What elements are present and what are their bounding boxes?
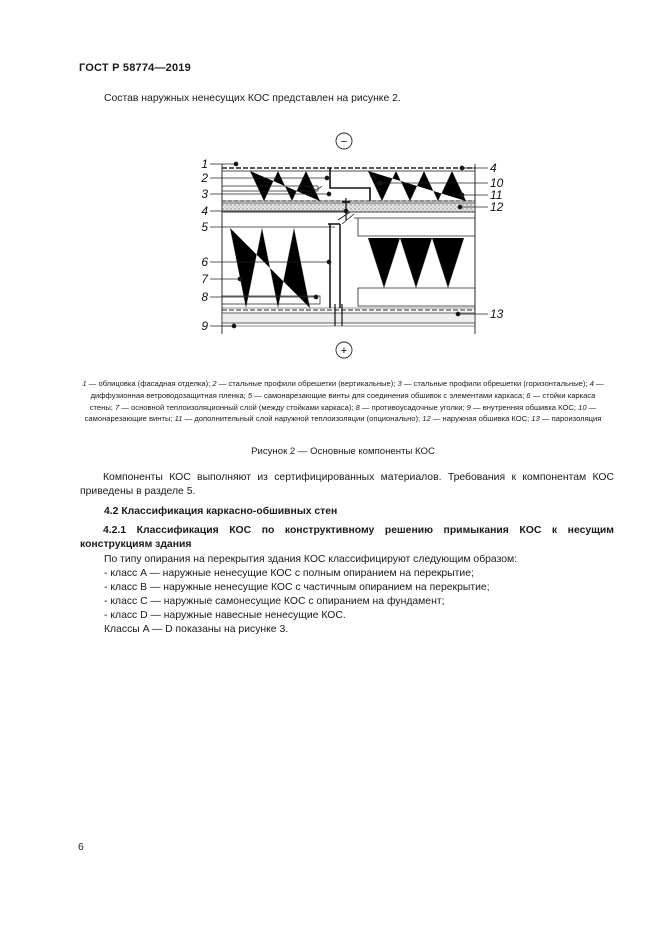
- list-item: - класс D — наружные навесные ненесущие КОС.: [104, 610, 346, 621]
- intro-paragraph: Состав наружных ненесущих КОС представлен на рисунке 2.: [104, 93, 401, 104]
- page-number: 6: [78, 842, 84, 853]
- figure-label-right: 12: [490, 200, 504, 214]
- legend-item: 6 — стойки каркаса стены;: [89, 390, 596, 412]
- figure-label-right: 10: [490, 176, 504, 190]
- legend-item: 8 — противоусадочные уголки;: [355, 402, 467, 412]
- inside-sign-glyph: +: [340, 345, 348, 357]
- figure-label-left: 1: [201, 157, 208, 171]
- legend-item: 4 — диффузионная ветроводозащитная пленка;: [90, 379, 604, 400]
- components-paragraph: Компоненты КОС выполняют из сертифицированных материалов. Требования к компонентам КОС приведены в разделе 5.: [80, 472, 614, 497]
- subsection-heading: 4.2.1 Классификация КОС по конструктивному решению примыкания КОС к несущим конструкциям здания: [80, 525, 614, 550]
- legend-item: 2 — стальные профили обрешетки (вертикальные);: [212, 379, 398, 388]
- section-heading: 4.2 Классификация каркасно-обшивных стен: [104, 506, 338, 517]
- document-header: ГОСТ Р 58774—2019: [79, 62, 191, 74]
- figure-title: Рисунок 2 — Основные компоненты КОС: [251, 446, 435, 457]
- legend-item: 1 — облицовка (фасадная отделка);: [82, 379, 213, 388]
- outside-sign: [336, 133, 352, 149]
- figure-label-left: 9: [201, 319, 208, 333]
- figure-label-left: 3: [201, 187, 208, 201]
- figure-label-right: 4: [490, 161, 497, 175]
- figure-label-left: 8: [201, 290, 208, 304]
- list-item: Классы A — D показаны на рисунке 3.: [104, 624, 289, 635]
- figure-label-right: 11: [490, 188, 503, 202]
- legend-item: 5 — самонарезающие винты для соединения обшивок с элементами каркаса;: [247, 390, 527, 400]
- classification-list: [104, 553, 517, 637]
- legend-item: 10 — самонарезающие винты;: [84, 402, 597, 424]
- list-item: По типу опирания на перекрытия здания КОС классифицируют следующим образом:: [104, 554, 518, 565]
- outside-sign-glyph: −: [340, 136, 348, 148]
- inside-sign: [336, 342, 352, 358]
- legend-item: 11 — дополнительный слой наружной теплоизоляции (опционально);: [174, 414, 423, 424]
- legend-item: 12 — наружная обшивка КОС;: [422, 414, 532, 424]
- figure-legend: [78, 378, 608, 425]
- list-item: - класс B — наружные ненесущие КОС с частичным опиранием на перекрытие;: [104, 582, 490, 593]
- figure-label-right: 13: [490, 307, 504, 321]
- wall-section-figure: [190, 128, 510, 364]
- figure-label-left: 7: [201, 272, 208, 286]
- figure-label-left: 6: [201, 255, 208, 269]
- figure-label-left: 2: [201, 171, 208, 185]
- list-item: - класс C — наружные самонесущие КОС с опиранием на фундамент;: [104, 596, 445, 607]
- list-item: - класс A — наружные ненесущие КОС с полным опиранием на перекрытие;: [104, 568, 474, 579]
- figure-label-left: 4: [201, 204, 208, 218]
- legend-item: 7 — основной теплоизоляционный слой (между стойками каркаса);: [115, 402, 356, 412]
- figure-label-left: 5: [201, 220, 208, 234]
- legend-item: 9 — внутренняя обшивка КОС;: [466, 402, 579, 412]
- legend-item: 3 — стальные профили обрешетки (горизонтальные);: [397, 379, 590, 388]
- legend-item: 13 — пароизоляция: [531, 414, 602, 424]
